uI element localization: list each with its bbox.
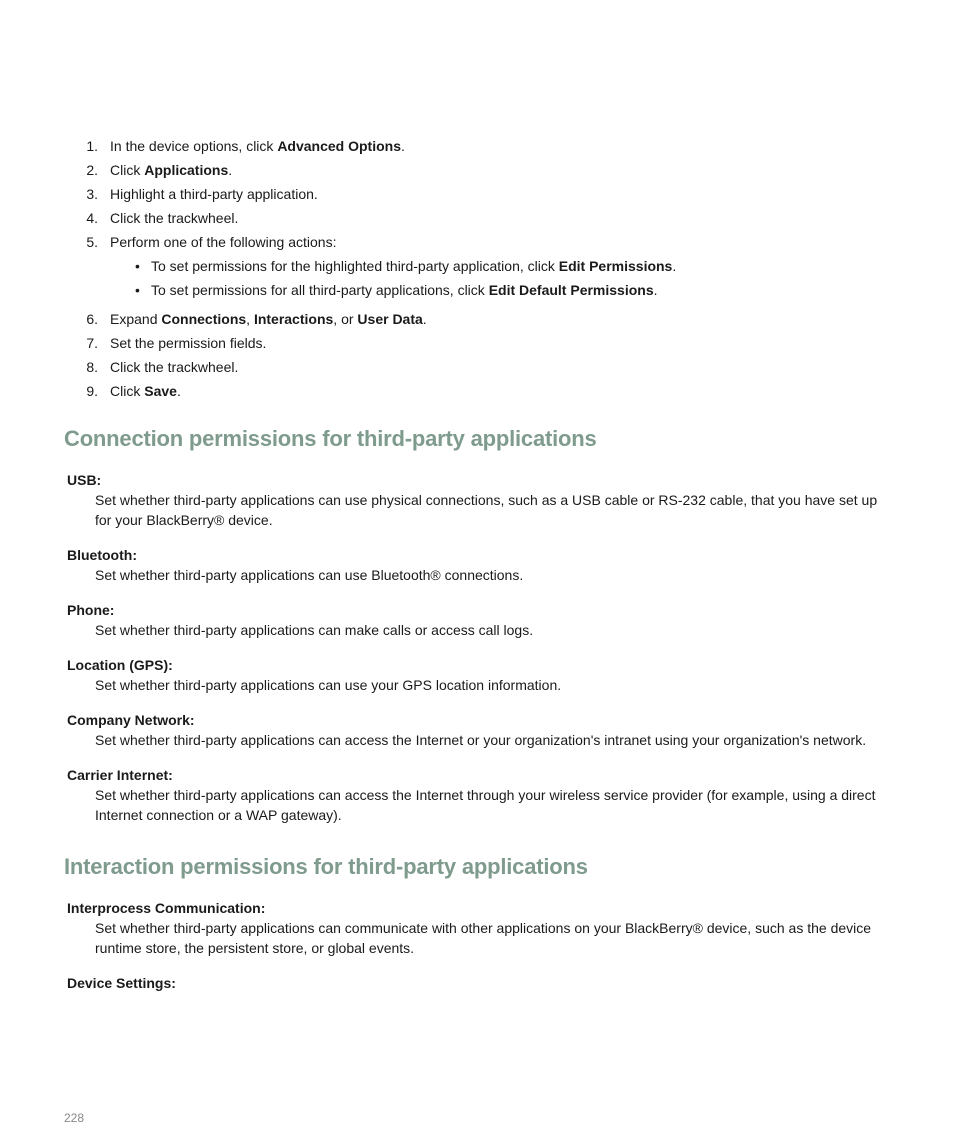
step-number: 8. [86,359,98,375]
permission-description: Set whether third-party applications can make calls or access call logs. [95,622,534,638]
permission-term: Phone: [67,602,115,618]
step-number: 6. [86,311,98,327]
step-2 [0,160,954,184]
interaction-permissions-heading: Interaction permissions for third-party applications [64,854,588,879]
step-7 [0,333,954,357]
ui-term: Advanced Options [277,138,401,154]
page-number: 228 [64,1111,85,1125]
bullet-punct: . [653,282,658,298]
interaction-permissions-list [0,898,954,1008]
permission-description: Set whether third-party applications can communicate with other applications on your BlackBerry® device, such as the device runtime store, the persistent store, or global events. [95,920,872,956]
step-3 [0,184,954,208]
step-text: Expand [110,311,162,327]
permission-entry-interprocess [0,898,954,958]
step-punct: . [422,311,427,327]
bullet-item [0,256,954,280]
permission-term: Carrier Internet: [67,767,173,783]
step-text: Highlight a third-party application. [110,186,318,202]
ui-term: Interactions [253,311,334,327]
step-number: 9. [86,383,98,399]
permission-entry-company-network [0,710,954,750]
permission-entry-device-settings [0,973,954,993]
permission-description: Set whether third-party applications can use physical connections, such as a USB cable or RS-232 cable, that you have set up for your BlackBerry® device. [95,492,878,528]
step-1 [0,136,954,160]
step-5-options [0,256,954,304]
step-text: Click the trackwheel. [110,359,239,375]
ui-term: Edit Permissions [558,258,673,274]
step-text: Click [110,162,145,178]
procedure-steps [0,136,954,405]
ui-term: Edit Default Permissions [488,282,654,298]
bullet-punct: . [672,258,677,274]
permission-term: Interprocess Communication: [67,900,266,916]
permission-description: Set whether third-party applications can use Bluetooth® connections. [95,567,524,583]
permission-term: Location (GPS): [67,657,173,673]
step-number: 7. [86,335,98,351]
step-4 [0,208,954,232]
step-text: Perform one of the following actions: [110,234,337,250]
bullet-icon: • [135,258,140,274]
step-6 [0,309,954,333]
step-punct: . [401,138,405,154]
step-number: 2. [86,162,98,178]
permission-entry-bluetooth [0,545,954,585]
step-5 [0,232,954,256]
permission-entry-usb [0,470,954,530]
step-number: 1. [86,138,98,154]
connection-permissions-heading: Connection permissions for third-party applications [64,426,597,451]
permission-term: USB: [67,472,102,488]
ui-term: Save [144,383,177,399]
step-punct: , or [333,311,358,327]
permission-term: Bluetooth: [67,547,137,563]
bullet-text: To set permissions for the highlighted third-party application, click [151,258,559,274]
permission-description: Set whether third-party applications can access the Internet through your wireless service provider (for example, using a direct Internet connection or a WAP gateway). [95,787,876,823]
ui-term: User Data [357,311,423,327]
step-text: Set the permission fields. [110,335,267,351]
bullet-icon: • [135,282,140,298]
permission-entry-phone [0,600,954,640]
ui-term: Applications [144,162,229,178]
step-text: In the device options, click [110,138,278,154]
permission-description: Set whether third-party applications can use your GPS location information. [95,677,562,693]
permission-entry-location [0,655,954,695]
step-punct: . [228,162,233,178]
step-text: Click the trackwheel. [110,210,239,226]
permission-term: Device Settings: [67,975,176,991]
step-punct: , [246,311,254,327]
step-text: Click [110,383,145,399]
step-number: 5. [86,234,98,250]
step-number: 4. [86,210,98,226]
connection-permissions-list [0,470,954,840]
ui-term: Connections [161,311,247,327]
permission-description: Set whether third-party applications can access the Internet or your organization's intranet using your organization's network. [95,732,867,748]
bullet-item [0,280,954,304]
step-8 [0,357,954,381]
step-punct: . [176,383,181,399]
step-9 [0,381,954,405]
permission-term: Company Network: [67,712,195,728]
step-number: 3. [86,186,98,202]
bullet-text: To set permissions for all third-party applications, click [151,282,489,298]
permission-entry-carrier-internet [0,765,954,825]
